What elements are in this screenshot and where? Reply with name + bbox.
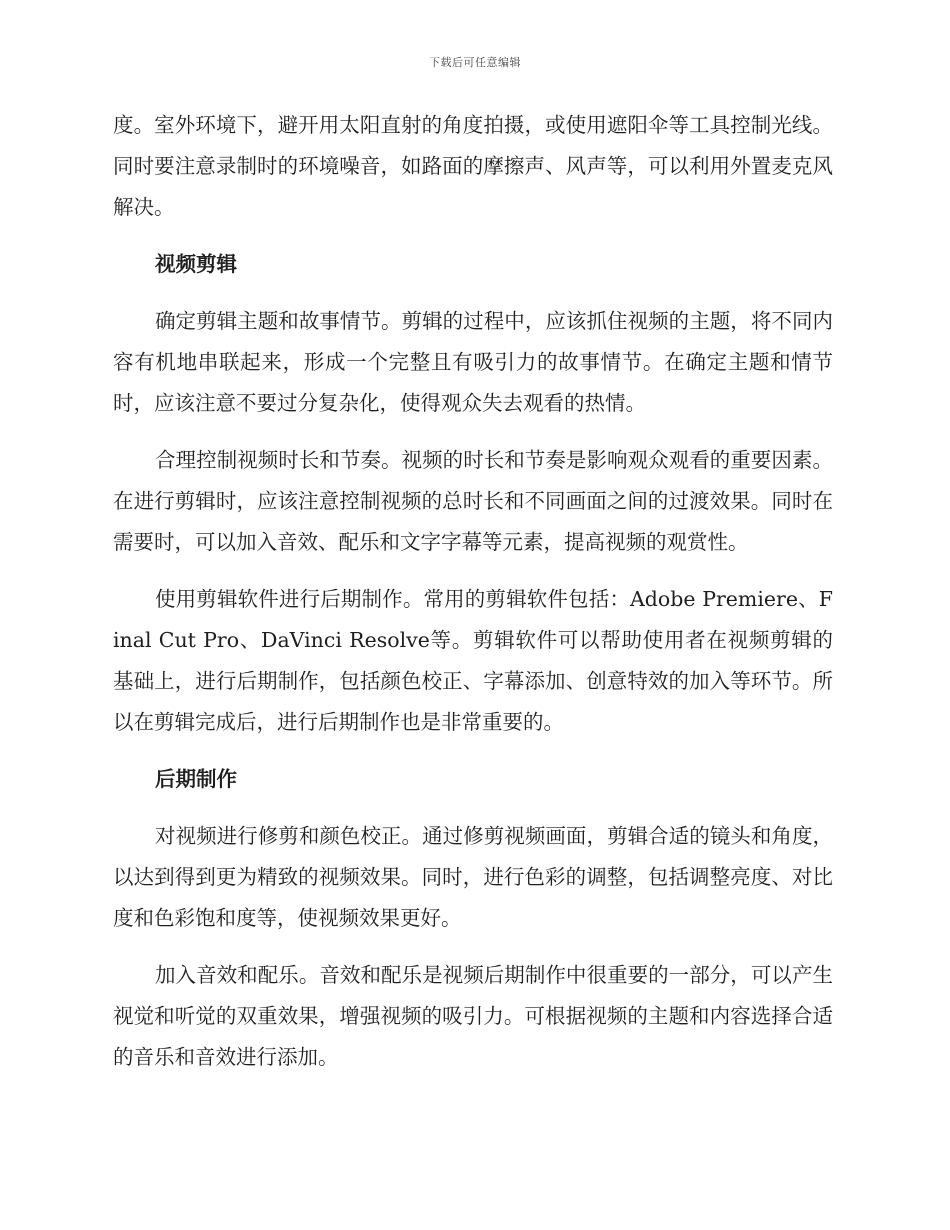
paragraph-trim-color: 对视频进行修剪和颜色校正。通过修剪视频画面，剪辑合适的镜头和角度，以达到得到更为精致的视频效果。同时，进行色彩的调整，包括调整亮度、对比度和色彩饱和度等，使视频效果更好。	[113, 824, 833, 930]
section-heading-post-production: 后期制作	[155, 767, 237, 791]
paragraph-continued: 度。室外环境下，避开用太阳直射的角度拍摄，或使用遮阳伞等工具控制光线。同时要注意录制时的环境噪音，如路面的摩擦声、风声等，可以利用外置麦克风解决。	[113, 113, 833, 219]
document-body	[113, 105, 833, 1094]
paragraph-editing-software: 使用剪辑软件进行后期制作。常用的剪辑软件包括：Adobe Premiere、Final Cut Pro、DaVinci Resolve等。剪辑软件可以帮助使用者在视频剪辑的基础上，进行后期制作，包括颜色校正、字幕添加、创意特效的加入等环节。所以在剪辑完成后，进行后期制作也是非常重要的。	[113, 587, 833, 734]
section-heading-video-editing: 视频剪辑	[155, 252, 237, 276]
page-header: 下载后可任意编辑	[429, 56, 521, 69]
paragraph-duration-rhythm: 合理控制视频时长和节奏。视频的时长和节奏是影响观众观看的重要因素。在进行剪辑时，应该注意控制视频的总时长和不同画面之间的过渡效果。同时在需要时，可以加入音效、配乐和文字字幕等元素，提高视频的观赏性。	[113, 448, 833, 554]
paragraph-editing-theme: 确定剪辑主题和故事情节。剪辑的过程中，应该抓住视频的主题，将不同内容有机地串联起来，形成一个完整且有吸引力的故事情节。在确定主题和情节时，应该注意不要过分复杂化，使得观众失去观看的热情。	[113, 309, 833, 415]
paragraph-sound-music: 加入音效和配乐。音效和配乐是视频后期制作中很重要的一部分，可以产生视觉和听觉的双重效果，增强视频的吸引力。可根据视频的主题和内容选择合适的音乐和音效进行添加。	[113, 963, 833, 1069]
